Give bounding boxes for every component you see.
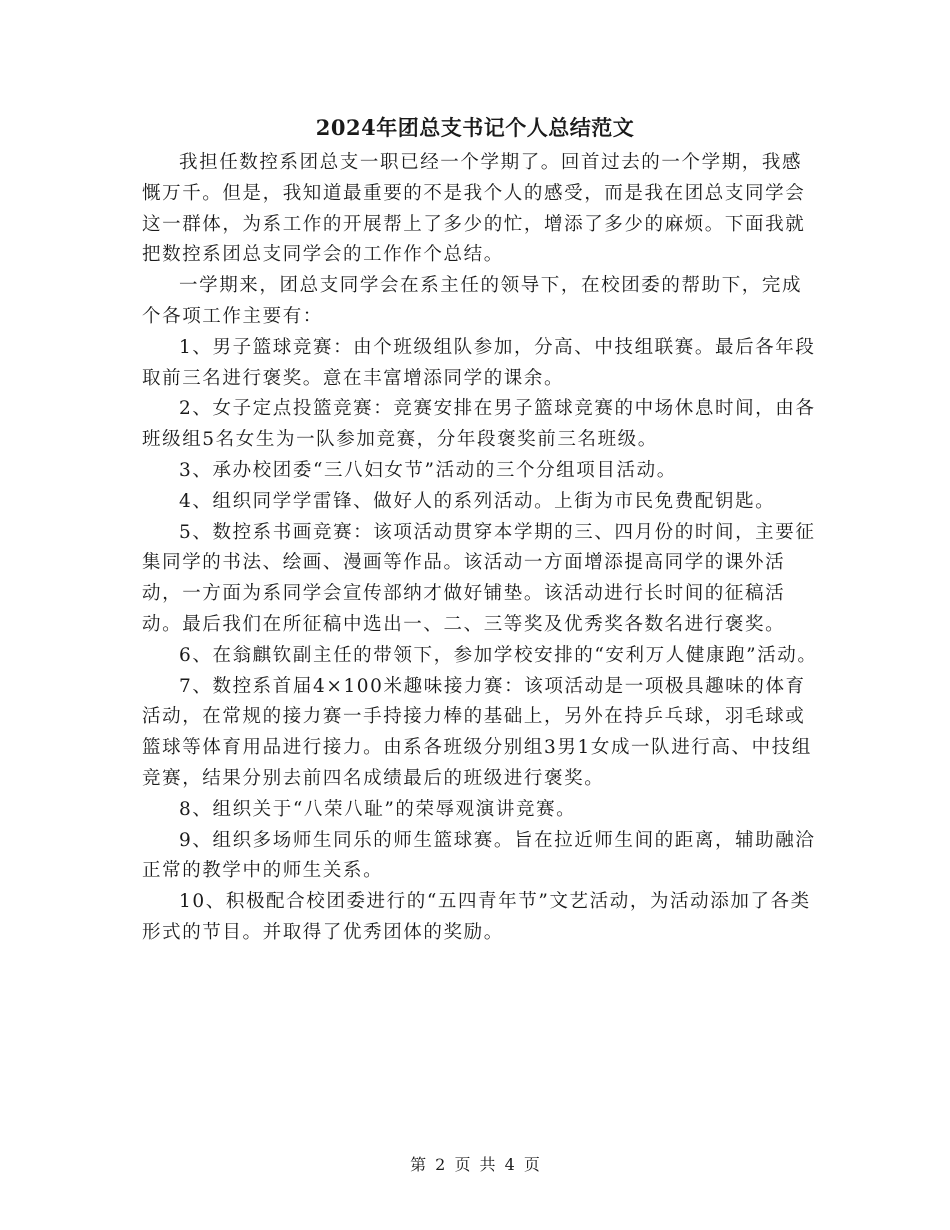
document-title: 2024年团总支书记个人总结范文 (315, 115, 635, 140)
paragraph-intro: 我担任数控系团总支一职已经一个学期了。回首过去的一个学期，我感慨万千。但是，我知道最重要的不是我个人的感受，而是我在团总支同学会这一群体，为系工作的开展帮上了多少的忙，增添了多少的麻烦。下面我就把数控系团总支同学会的工作作个总结。 (142, 152, 806, 266)
paragraph-item-8: 8、组织关于“八荣八耻”的荣辱观演讲竞赛。 (179, 798, 577, 820)
paragraph-item-1: 1、男子篮球竞赛：由个班级组队参加，分高、中技组联赛。最后各年段取前三名进行褒奖。意在丰富增添同学的课余。 (142, 336, 816, 389)
document-body (142, 148, 822, 949)
paragraph-item-5: 5、数控系书画竞赛：该项活动贯穿本学期的三、四月份的时间，主要征集同学的书法、绘画、漫画等作品。该活动一方面增添提高同学的课外活动，一方面为系同学会宣传部纳才做好铺垫。该活动进行长时间的征稿活动。最后我们在所征稿中选出一、二、三等奖及优秀奖各数名进行褒奖。 (142, 521, 816, 635)
paragraph-item-4: 4、组织同学学雷锋、做好人的系列活动。上街为市民免费配钥匙。 (179, 490, 776, 512)
paragraph-item-6: 6、在翁麒钦副主任的带领下，参加学校安排的“安利万人健康跑”活动。 (179, 644, 818, 666)
paragraph-item-9: 9、组织多场师生同乐的师生篮球赛。旨在拉近师生间的距离，辅助融洽正常的教学中的师生关系。 (142, 829, 816, 882)
paragraph-item-10: 10、积极配合校团委进行的“五四青年节”文艺活动，为活动添加了各类形式的节目。并取得了优秀团体的奖励。 (142, 891, 811, 943)
paragraph-item-2: 2、女子定点投篮竞赛：竞赛安排在男子篮球竞赛的中场休息时间，由各班级组5名女生为一队参加竞赛，分年段褒奖前三名班级。 (142, 398, 816, 451)
page-number-footer: 第 2 页 共 4 页 (410, 1155, 540, 1174)
paragraph-item-7: 7、数控系首届4×100米趣味接力赛：该项活动是一项极具趣味的体育活动，在常规的接力赛一手持接力棒的基础上，另外在持乒乓球，羽毛球或篮球等体育用品进行接力。由系各班级分别组3男1女成一队进行高、中技组竞赛，结果分别去前四名成绩最后的班级进行褒奖。 (142, 675, 812, 789)
paragraph-item-3: 3、承办校团委“三八妇女节”活动的三个分组项目活动。 (179, 459, 677, 481)
paragraph-summary-lead: 一学期来，团总支同学会在系主任的领导下，在校团委的帮助下，完成个各项工作主要有： (142, 275, 803, 327)
